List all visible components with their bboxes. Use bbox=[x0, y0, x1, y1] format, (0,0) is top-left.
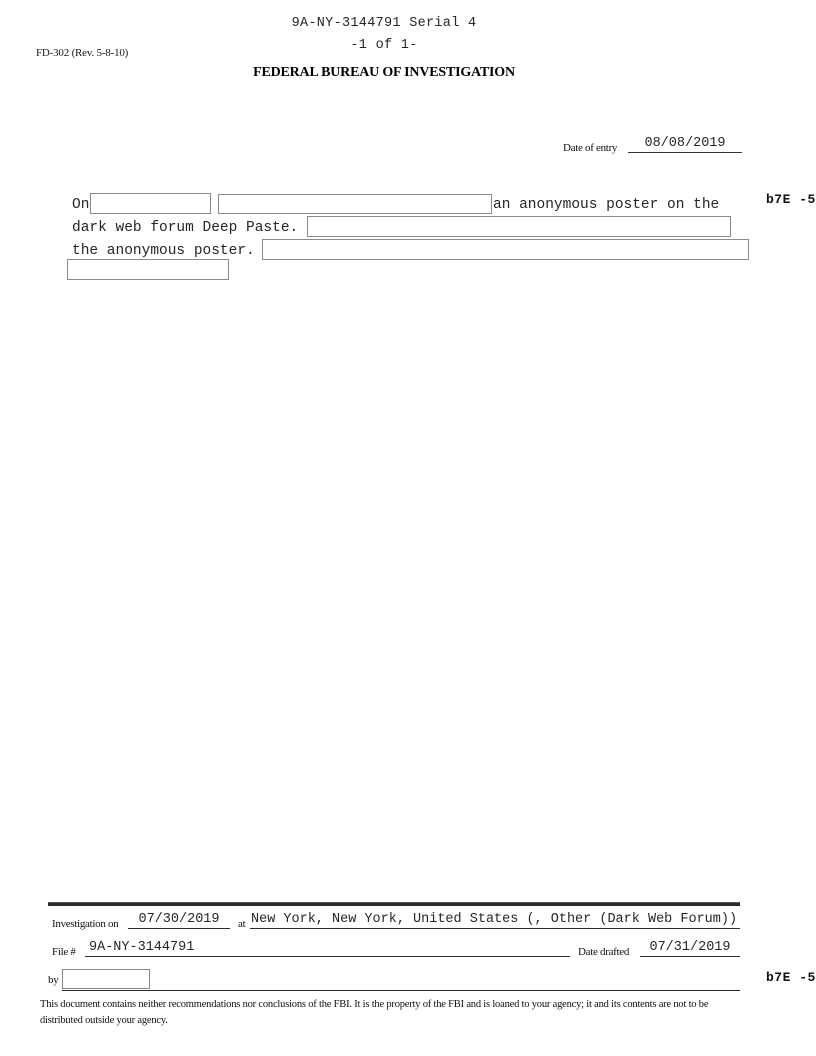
investigation-location-value: New York, New York, United States (, Other (Dark Web Forum)) bbox=[250, 912, 740, 929]
file-number-value: 9A-NY-3144791 bbox=[85, 940, 570, 957]
redaction-box-3 bbox=[307, 216, 731, 237]
foia-exemption-code-top: b7E -5 bbox=[766, 192, 816, 207]
redaction-box-1 bbox=[90, 193, 211, 214]
form-number-label: FD-302 (Rev. 5-8-10) bbox=[36, 47, 129, 59]
at-label: at bbox=[238, 918, 246, 930]
date-drafted-label: Date drafted bbox=[578, 946, 630, 958]
date-of-entry-label: Date of entry bbox=[563, 142, 618, 154]
by-underline bbox=[62, 970, 740, 991]
disclaimer-text: This document contains neither recommendations nor conclusions of the FBI. It is the property of the FBI and is loaned to your agency; it and its contents are not to be distributed outside your agency. bbox=[40, 999, 709, 1026]
redaction-box-2 bbox=[218, 194, 492, 214]
date-of-entry-value: 08/08/2019 bbox=[628, 136, 742, 153]
by-label: by bbox=[48, 974, 59, 986]
case-serial-header: 9A-NY-3144791 Serial 4 bbox=[291, 16, 477, 31]
file-number-label: File # bbox=[52, 946, 76, 958]
redaction-box-5 bbox=[67, 259, 229, 280]
page-count-header: -1 of 1- bbox=[350, 38, 418, 53]
body-line1-suffix: an anonymous poster on the bbox=[493, 197, 720, 213]
foia-exemption-code-bottom: b7E -5 bbox=[766, 970, 816, 985]
body-line3-text: the anonymous poster. bbox=[72, 243, 255, 259]
body-line2-text: dark web forum Deep Paste. bbox=[72, 220, 299, 236]
date-drafted-value: 07/31/2019 bbox=[640, 940, 740, 957]
investigation-on-label: Investigation on bbox=[52, 918, 119, 930]
body-line1-prefix: On bbox=[72, 197, 90, 213]
footer-divider-rule bbox=[48, 902, 740, 906]
investigation-date-value: 07/30/2019 bbox=[128, 912, 230, 929]
agency-title: FEDERAL BUREAU OF INVESTIGATION bbox=[253, 65, 515, 80]
redaction-box-4 bbox=[262, 239, 749, 260]
redaction-box-by bbox=[62, 969, 150, 989]
